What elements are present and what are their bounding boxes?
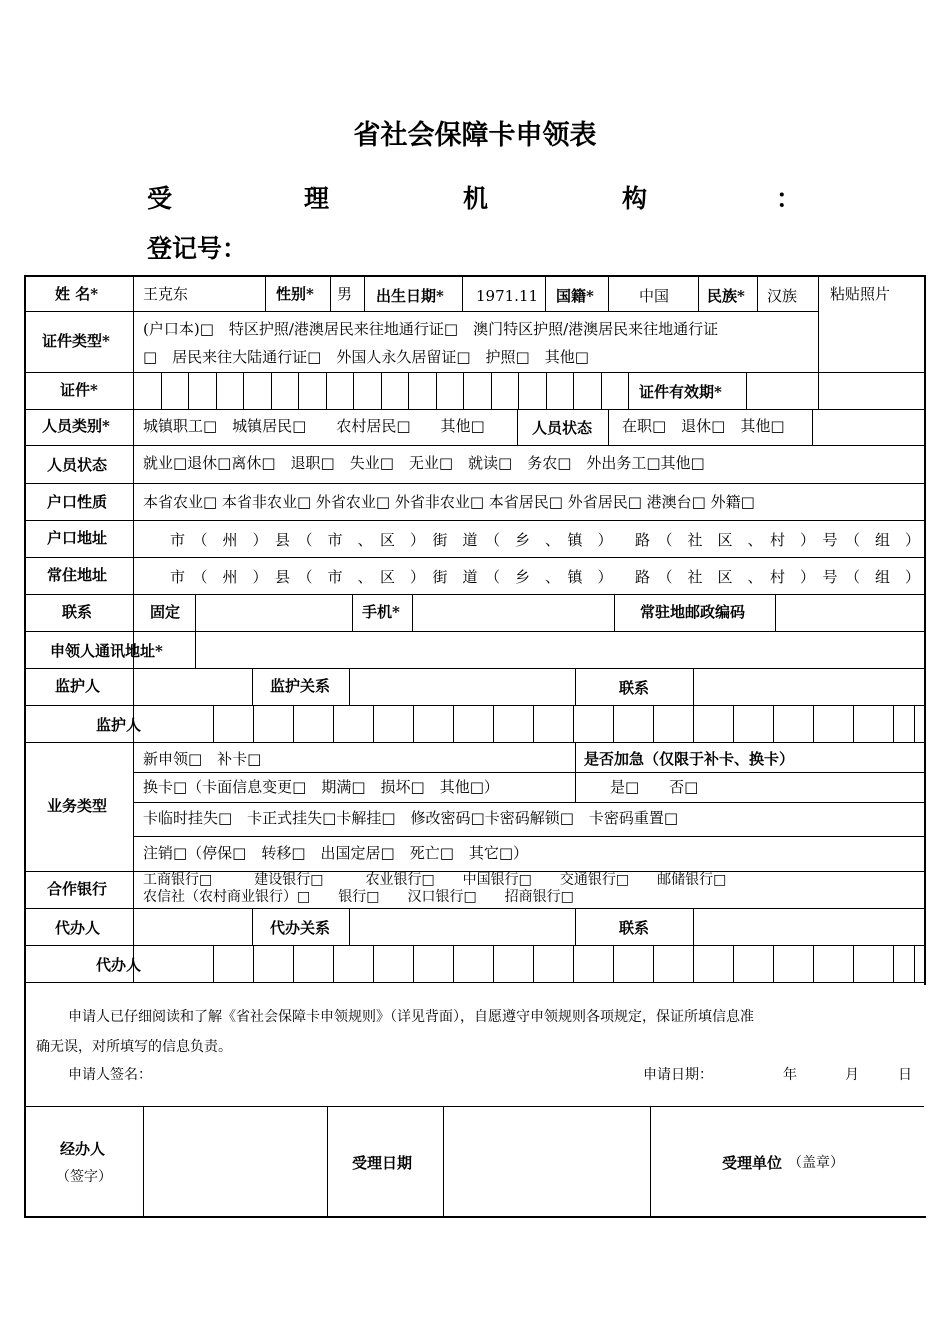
residence-address-label: 常住地址: [47, 566, 108, 584]
guardian-relation-label: 监护关系: [270, 677, 331, 695]
hukou-address-label: 户口地址: [47, 529, 108, 547]
id-type-label: 证件类型*: [42, 332, 110, 350]
bank-label: 合作银行: [47, 880, 108, 898]
postcode-label: 常驻地邮政编码: [640, 603, 746, 621]
agent-contact-label: 联系: [619, 919, 650, 937]
accept-date-label: 受理日期: [352, 1154, 413, 1172]
business-new-replace[interactable]: 新申领□ 补卡□: [143, 750, 262, 768]
guardian-id-label: 监护人: [96, 716, 142, 734]
mailing-address-label: 申领人通讯地址*: [50, 642, 163, 660]
name-value[interactable]: 王克东: [143, 285, 189, 303]
residence-address-template[interactable]: 市 （ 州 ） 县 （ 市 、 区 ） 街 道 （ 乡 、 镇 ） 路 （ 社 区 、 村 ） 号 （ 组 ）: [170, 568, 921, 586]
birth-date-value[interactable]: 1971.11: [476, 287, 539, 305]
business-cancel[interactable]: 注销□（停保□ 转移□ 出国定居□ 死亡□ 其它□）: [143, 844, 529, 862]
business-type-label: 业务类型: [47, 797, 108, 815]
person-category-options[interactable]: 城镇职工□ 城镇居民□ 农村居民□ 其他□: [143, 417, 485, 435]
gender-value[interactable]: 男: [337, 285, 353, 303]
handler-label: 经办人: [60, 1140, 106, 1158]
ethnicity-label: 民族*: [707, 287, 745, 305]
employment-status-options[interactable]: 在职□ 退休□ 其他□: [622, 417, 785, 435]
nationality-label: 国籍*: [556, 287, 594, 305]
agency-char-1: 受: [147, 184, 173, 213]
id-type-options-line1[interactable]: (户口本)□ 特区护照/港澳居民来往地通行证□ 澳门特区护照/港澳居民来往地通行证: [143, 320, 719, 338]
employment-status-label: 人员状态: [532, 419, 593, 437]
hukou-type-label: 户口性质: [47, 493, 108, 511]
guardian-contact-label: 联系: [619, 679, 650, 697]
page-title: 省社会保障卡申领表: [353, 120, 597, 151]
accept-unit-stamp-hint: （盖章）: [788, 1155, 844, 1171]
person-category-label: 人员类别*: [42, 417, 110, 435]
date-day: 日: [898, 1067, 912, 1083]
handler-signature-hint: （签字）: [56, 1169, 112, 1185]
person-status-label: 人员状态: [47, 456, 108, 474]
mobile-label: 手机*: [362, 603, 400, 621]
id-validity-label: 证件有效期*: [639, 383, 722, 401]
agent-id-label: 代办人: [96, 956, 142, 974]
applicant-signature-label: 申请人签名：: [68, 1067, 152, 1083]
bank-options-line2[interactable]: 农信社（农村商业银行）□ 银行□ 汉口银行□ 招商银行□: [143, 889, 574, 905]
gender-label: 性别*: [276, 285, 314, 303]
hukou-address-template[interactable]: 市 （ 州 ） 县 （ 市 、 区 ） 街 道 （ 乡 、 镇 ） 路 （ 社 区 、 村 ） 号 （ 组 ）: [170, 531, 921, 549]
agent-relation-label: 代办关系: [270, 919, 331, 937]
business-card-change[interactable]: 换卡□（卡面信息变更□ 期满□ 损坏□ 其他□）: [143, 778, 499, 796]
photo-area-label: 粘贴照片: [830, 285, 891, 303]
id-number-label: 证件*: [60, 381, 98, 399]
urgent-options[interactable]: 是□ 否□: [610, 778, 699, 796]
id-type-options-line2[interactable]: □ 居民来往大陆通行证□ 外国人永久居留证□ 护照□ 其他□: [143, 348, 589, 366]
business-loss-password[interactable]: 卡临时挂失□ 卡正式挂失□卡解挂□ 修改密码□卡密码解锁□ 卡密码重置□: [143, 809, 679, 827]
ethnicity-value[interactable]: 汉族: [767, 287, 798, 305]
name-label: 姓 名*: [55, 285, 99, 303]
accept-unit-label: 受理单位: [722, 1154, 783, 1172]
guardian-label: 监护人: [55, 677, 101, 695]
urgent-label: 是否加急（仅限于补卡、换卡）: [584, 750, 795, 768]
agency-char-2: 理: [304, 184, 330, 213]
declaration-line1: 申请人已仔细阅读和了解《省社会保障卡申领规则》（详见背面），自愿遵守申领规则各项规定，保证所填信息准: [68, 1009, 754, 1025]
bank-options-line1[interactable]: 工商银行□ 建设银行□ 农业银行□ 中国银行□ 交通银行□ 邮储银行□: [143, 872, 727, 888]
person-status-options[interactable]: 就业□退休□离休□ 退职□ 失业□ 无业□ 就读□ 务农□ 外出务工□其他□: [143, 454, 705, 472]
agency-char-4: 构: [622, 184, 648, 213]
agency-colon: ：: [776, 184, 802, 213]
application-date-label: 申请日期：: [643, 1067, 713, 1083]
agent-label: 代办人: [55, 919, 101, 937]
declaration-line2: 确无误，对所填写的信息负责。: [36, 1039, 232, 1055]
hukou-type-options[interactable]: 本省农业□ 本省非农业□ 外省农业□ 外省非农业□ 本省居民□ 外省居民□ 港澳台□ 外籍□: [143, 493, 755, 511]
date-year: 年: [783, 1067, 797, 1083]
registration-label: 登记号：: [147, 234, 248, 263]
contact-label: 联系: [62, 603, 93, 621]
fixed-phone-label: 固定: [150, 603, 181, 621]
date-month: 月: [845, 1067, 859, 1083]
agency-char-3: 机: [463, 184, 489, 213]
birth-date-label: 出生日期*: [376, 287, 444, 305]
nationality-value[interactable]: 中国: [639, 287, 670, 305]
